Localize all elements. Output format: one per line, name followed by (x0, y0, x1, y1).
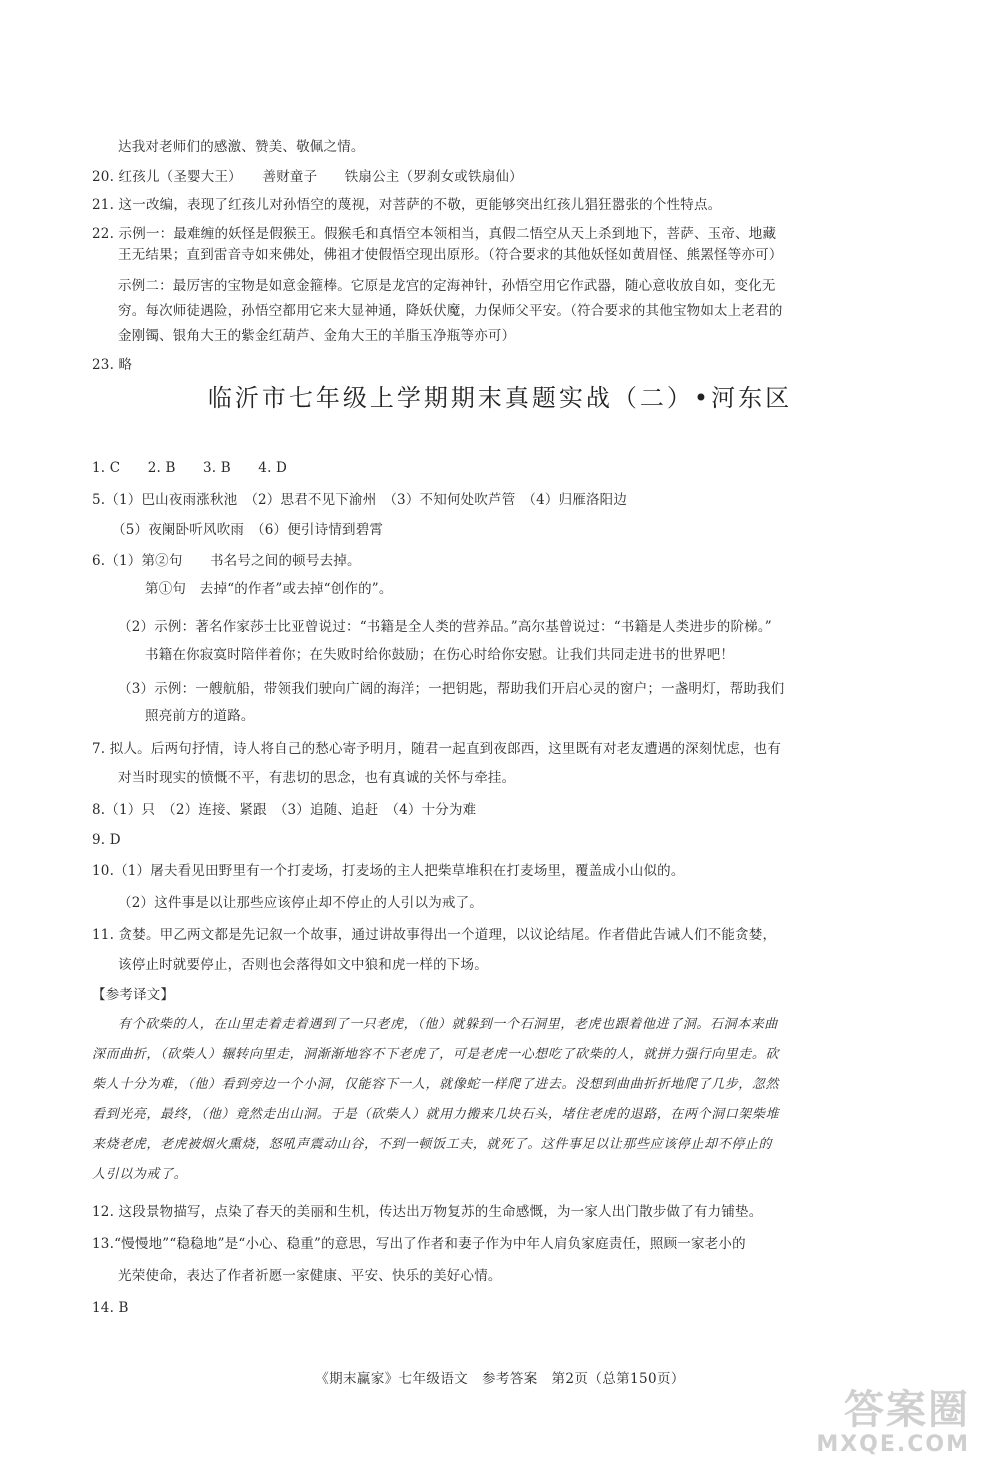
answer-line: 王无结果；直到雷音寺如来佛处，佛祖才使假悟空现出原形。（符合要求的其他妖怪如黄眉怪、熊罴怪等亦可） (118, 247, 783, 263)
translation-line: 来烧老虎，老虎被烟火熏烧，怒吼声震动山谷，不到一顿饭工夫，就死了。这件事足以让那些应该停止却不停止的 (92, 1137, 773, 1152)
answer-line: 10.（1）屠夫看见田野里有一个打麦场，打麦场的主人把柴草堆积在打麦场里，覆盖成小山似的。 (92, 863, 685, 879)
answer-line: 22. 示例一：最难缠的妖怪是假猴王。假猴毛和真悟空本领相当，真假二悟空从天上杀到地下，菩萨、玉帝、地藏 (92, 226, 777, 242)
watermark-logo (770, 1388, 970, 1460)
answer-line: 第①句 去掉“的作者”或去掉“创作的”。 (145, 581, 393, 597)
answer-line: 光荣使命，表达了作者祈愿一家健康、平安、快乐的美好心情。 (118, 1268, 502, 1284)
watermark-text-top: 答案圈 (844, 1387, 970, 1433)
watermark-text-bottom: MXQE.COM (816, 1432, 970, 1457)
section-title: 临沂市七年级上学期期末真题实战（二）•河东区 (207, 384, 793, 412)
answer-line: 穷。每次师徒遇险，孙悟空都用它来大显神通，降妖伏魔，力保师父平安。（符合要求的其他宝物如太上老君的 (118, 303, 783, 319)
answer-line: （3）示例：一艘航船，带领我们驶向广阔的海洋；一把钥匙，帮助我们开启心灵的窗户；一盏明灯，帮助我们 (118, 681, 785, 697)
translation-line: 有个砍柴的人，在山里走着走着遇到了一只老虎，（他）就躲到一个石洞里，老虎也跟着他进了洞。石洞本来曲 (118, 1017, 778, 1032)
answer-line: 14. B (92, 1300, 129, 1316)
translation-line: 看到光亮，最终，（他）竟然走出山洞。于是（砍柴人）就用力搬来几块石头，堵住老虎的退路，在两个洞口架柴堆 (92, 1107, 780, 1122)
answer-line: 照亮前方的道路。 (145, 708, 255, 724)
translation-line: 深而曲折，（砍柴人）辗转向里走，洞渐渐地容不下老虎了，可是老虎一心想吃了砍柴的人，就拼力强行向里走。砍 (92, 1047, 780, 1062)
answer-line: 9. D (92, 832, 121, 848)
answer-line: 23. 略 (92, 357, 133, 373)
answer-line: （2）这件事是以让那些应该停止却不停止的人引以为戒了。 (118, 895, 483, 911)
answer-line: 7. 拟人。后两句抒情，诗人将自己的愁心寄予明月，随君一起直到夜郎西，这里既有对老友遭遇的深刻忧虑，也有 (92, 741, 782, 757)
answer-line: 对当时现实的愤慨不平，有悲切的思念，也有真诚的关怀与牵挂。 (118, 770, 516, 786)
answer-line: 21. 这一改编，表现了红孩儿对孙悟空的蔑视，对菩萨的不敬，更能够突出红孩儿猖狂嚣张的个性特点。 (92, 197, 722, 213)
answer-line: （2）示例：著名作家莎士比亚曾说过：“书籍是全人类的营养品。”高尔基曾说过：“书籍是人类进步的阶梯。” (118, 619, 772, 635)
answer-line: 8.（1）只 （2）连接、紧跟 （3）追随、追赶 （4）十分为难 (92, 802, 477, 818)
answer-line: 12. 这段景物描写，点染了春天的美丽和生机，传达出万物复苏的生命感慨，为一家人出门散步做了有力铺垫。 (92, 1204, 763, 1220)
translation-line: 人引以为戒了。 (92, 1167, 188, 1182)
answer-line: 11. 贪婪。甲乙两文都是先记叙一个故事，通过讲故事得出一个道理，以议论结尾。作者借此告诫人们不能贪婪， (92, 927, 777, 943)
answer-line: 6.（1）第②句 书名号之间的顿号去掉。 (92, 553, 361, 569)
answer-line: 20. 红孩儿（圣婴大王） 善财童子 铁扇公主（罗刹女或铁扇仙） (92, 169, 523, 185)
answer-line: 金刚镯、银角大王的紫金红葫芦、金角大王的羊脂玉净瓶等亦可） (118, 328, 516, 344)
answer-line: 该停止时就要停止，否则也会落得如文中狼和虎一样的下场。 (118, 957, 488, 973)
answer-line: 达我对老师们的感激、赞美、敬佩之情。 (118, 139, 365, 155)
answer-line: 5.（1）巴山夜雨涨秋池 （2）思君不见下渝州 （3）不知何处吹芦管 （4）归雁洛阳边 (92, 492, 628, 508)
answer-line: （5）夜阑卧听风吹雨 （6）便引诗情到碧霄 (112, 522, 384, 538)
page-footer: 《期末赢家》七年级语文 参考答案 第2页（总第150页） (315, 1371, 685, 1387)
answer-line: 示例二：最厉害的宝物是如意金箍棒。它原是龙宫的定海神针，孙悟空用它作武器，随心意收放自如，变化无 (118, 278, 776, 294)
reference-translation-heading: 【参考译文】 (92, 987, 175, 1003)
answer-line: 13.“慢慢地”“稳稳地”是“小心、稳重”的意思，写出了作者和妻子作为中年人肩负家庭责任，照顾一家老小的 (92, 1236, 746, 1252)
answer-line: 1. C 2. B 3. B 4. D (92, 460, 288, 476)
answer-line: 书籍在你寂寞时陪伴着你；在失败时给你鼓励；在伤心时给你安慰。让我们共同走进书的世界吧！ (145, 647, 735, 663)
translation-line: 柴人十分为难，（他）看到旁边一个小洞，仅能容下一人，就像蛇一样爬了进去。没想到曲曲折折地爬了几步，忽然 (92, 1077, 780, 1092)
